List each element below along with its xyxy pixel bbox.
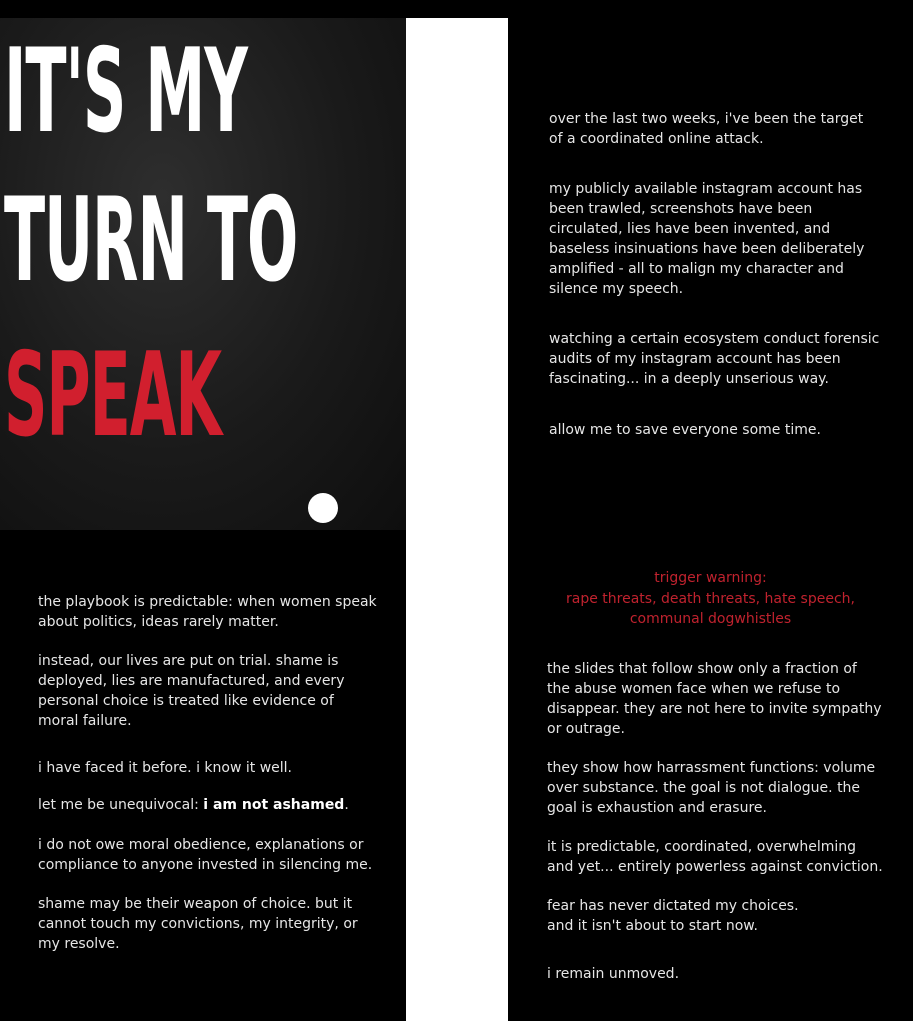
intro-paragraph-1: over the last two weeks, i've been the target of a coordinated online attack. xyxy=(549,111,864,147)
trigger-paragraph-1: the slides that follow show only a fraction of the abuse women face when we refuse to disappear. they are not here to invite sympathy or outrage. xyxy=(547,661,882,737)
trigger-warning-list-1: rape threats, death threats, hate speech, xyxy=(566,591,855,607)
playbook-paragraph-6: shame may be their weapon of choice. but it cannot touch my convictions, my integrity, or my resolve. xyxy=(38,896,358,952)
intro-panel xyxy=(508,0,913,530)
trigger-paragraph-3: it is predictable, coordinated, overwhelming and yet... entirely powerless against conviction. xyxy=(547,839,883,875)
trigger-warning-list-2: communal dogwhistles xyxy=(629,611,792,627)
headline-line-2: TURN TO xyxy=(4,173,298,308)
intro-paragraph-4: allow me to save everyone some time. xyxy=(549,422,821,438)
headline-line-3: SPEAK xyxy=(4,328,222,463)
playbook-paragraph-3: i have faced it before. i know it well. xyxy=(38,760,292,776)
unequivocal-prefix: let me be unequivocal: xyxy=(38,797,204,813)
trigger-paragraph-2: they show how harrassment functions: volume over substance. the goal is not dialogue. the goal is exhaustion and erasure. xyxy=(547,760,876,816)
unequivocal-suffix: . xyxy=(344,797,349,813)
title-card xyxy=(0,18,406,530)
trigger-paragraph-5: i remain unmoved. xyxy=(547,966,680,982)
not-ashamed-phrase: i am not ashamed xyxy=(203,797,345,813)
playbook-paragraph-5: i do not owe moral obedience, explanations or compliance to anyone invested in silencing me. xyxy=(38,837,373,873)
intro-paragraph-3: watching a certain ecosystem conduct forensic audits of my instagram account has been fascinating... in a deeply unserious way. xyxy=(549,331,880,387)
trigger-paragraph-4: fear has never dictated my choices. and it isn't about to start now. xyxy=(547,898,799,934)
headline-line-1: IT'S MY xyxy=(4,24,247,159)
playbook-paragraph-1: the playbook is predictable: when women speak about politics, ideas rarely matter. xyxy=(38,594,377,630)
playbook-paragraph-2: instead, our lives are put on trial. shame is deployed, lies are manufactured, and every personal choice is treated like evidence of moral failure. xyxy=(38,653,345,729)
intro-paragraph-2: my publicly available instagram account has been trawled, screenshots have been circulated, lies have been invented, and baseless insinuations have been deliberately amplified - all to malign my character and silence my speech. xyxy=(549,181,865,297)
trigger-warning-title: trigger warning: xyxy=(654,570,767,586)
playbook-paragraph-4 xyxy=(38,795,349,815)
playbook-panel xyxy=(0,530,406,1021)
trigger-warning-panel xyxy=(508,530,913,1021)
headline-period-dot xyxy=(308,493,338,523)
white-divider xyxy=(406,18,508,1021)
